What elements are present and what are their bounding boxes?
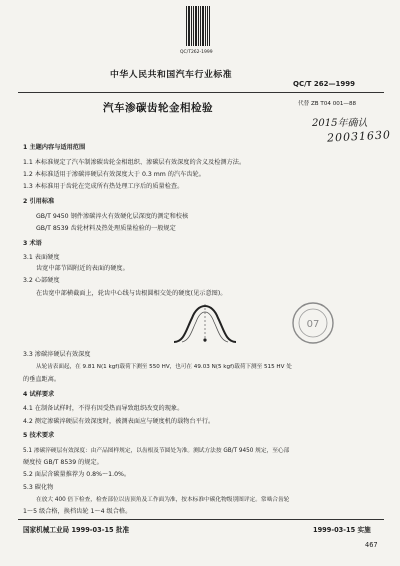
clause-4-1: 4.1 在制备试样时，不得有因受热而导致组织改变的现象。 [23,405,184,412]
clause-5-3: 5.3 碳化物 [23,484,54,491]
term-3-3: 3.3 渗碳淬硬层有效深度 [23,351,91,358]
org-title: 中华人民共和国汽车行业标准 [110,70,233,80]
clause-5-1-line1: 5.1 渗碳淬硬层有效深度：由产品图样规定，以齿根及节圆处为准。测试方法按 GB/T 9450 规定，至心部 [23,448,290,454]
clause-5-3-line1: 在放大 400 倍下检查，检查部位以齿顶角及工作面为准，按本标准中碳化物级别图评定。常啮合齿轮 [36,497,290,503]
term-3-2-body: 在齿宽中部横截面上，轮齿中心线与齿根圆相交处的硬度(见示意图)。 [36,290,227,297]
page-number: 467 [365,541,378,549]
term-3-2: 3.2 心部硬度 [23,277,60,284]
document-title: 汽车渗碳齿轮金相检验 [103,102,213,114]
section-2-heading: 2 引用标准 [23,198,55,205]
implementation-note: 1999-03-15 实施 [313,526,371,534]
barcode-caption: QC/T262-1999 [180,50,213,55]
clause-1-1: 1.1 本标准规定了汽车制渗碳齿轮金相组织、渗碳层有效深度的含义及检测方法。 [23,159,246,166]
ref-gbt-8539: GB/T 8539 齿轮材料及热处理质量检验的一般规定 [36,225,176,232]
clause-1-2: 1.2 本标准适用于渗碳淬硬层有效深度大于 0.3 mm 的汽车齿轮。 [23,171,205,178]
seal-stamp [290,300,336,346]
section-4-heading: 4 试样要求 [23,391,55,398]
footer-rule [18,519,384,520]
clause-5-3-line2: 1～5 级合格，换档齿轮 1～4 级合格。 [23,508,132,515]
svg-text:07: 07 [306,319,320,330]
approval-note: 国家机械工业局 1999-03-15 批准 [23,526,130,534]
gear-tooth-diagram [170,300,240,346]
barcode [186,6,212,46]
clause-1-3: 1.3 本标准用于齿轮在完成所有热处理工序后的质量检查。 [23,183,184,190]
section-5-heading: 5 技术要求 [23,432,55,439]
section-1-heading: 1 主题内容与适用范围 [23,144,86,151]
clause-5-2: 5.2 面层含碳量推荐为 0.8%～1.0%。 [23,471,131,478]
term-3-3-body-line1: 从轮齿表面起，在 9.81 N(1 kgf)载荷下测至 550 HV，也可在 49.03 N(5 kgf)载荷下测至 515 HV 处 [36,364,292,370]
term-3-1: 3.1 表面硬度 [23,254,60,261]
clause-5-1-line2: 硬度按 GB/T 8539 的规定。 [23,459,103,466]
handwritten-confirm: 2015年确认 [312,118,368,129]
ref-gbt-9450: GB/T 9450 钢件渗碳淬火有效硬化层深度的测定和校核 [36,213,189,220]
header-rule [18,92,384,93]
standard-number: QC/T 262—1999 [293,80,355,88]
replace-note: 代替 ZB T04 001—88 [298,101,357,107]
term-3-1-body: 齿宽中部节圆附近的表面的硬度。 [36,265,129,272]
section-3-heading: 3 术语 [23,240,42,247]
clause-4-2: 4.2 测定渗碳淬硬层有效深度时，被测表面应与硬度机的载物台平行。 [23,418,215,425]
term-3-3-body-line2: 的垂直距离。 [23,376,61,383]
handwritten-code: 20031630 [326,128,392,145]
